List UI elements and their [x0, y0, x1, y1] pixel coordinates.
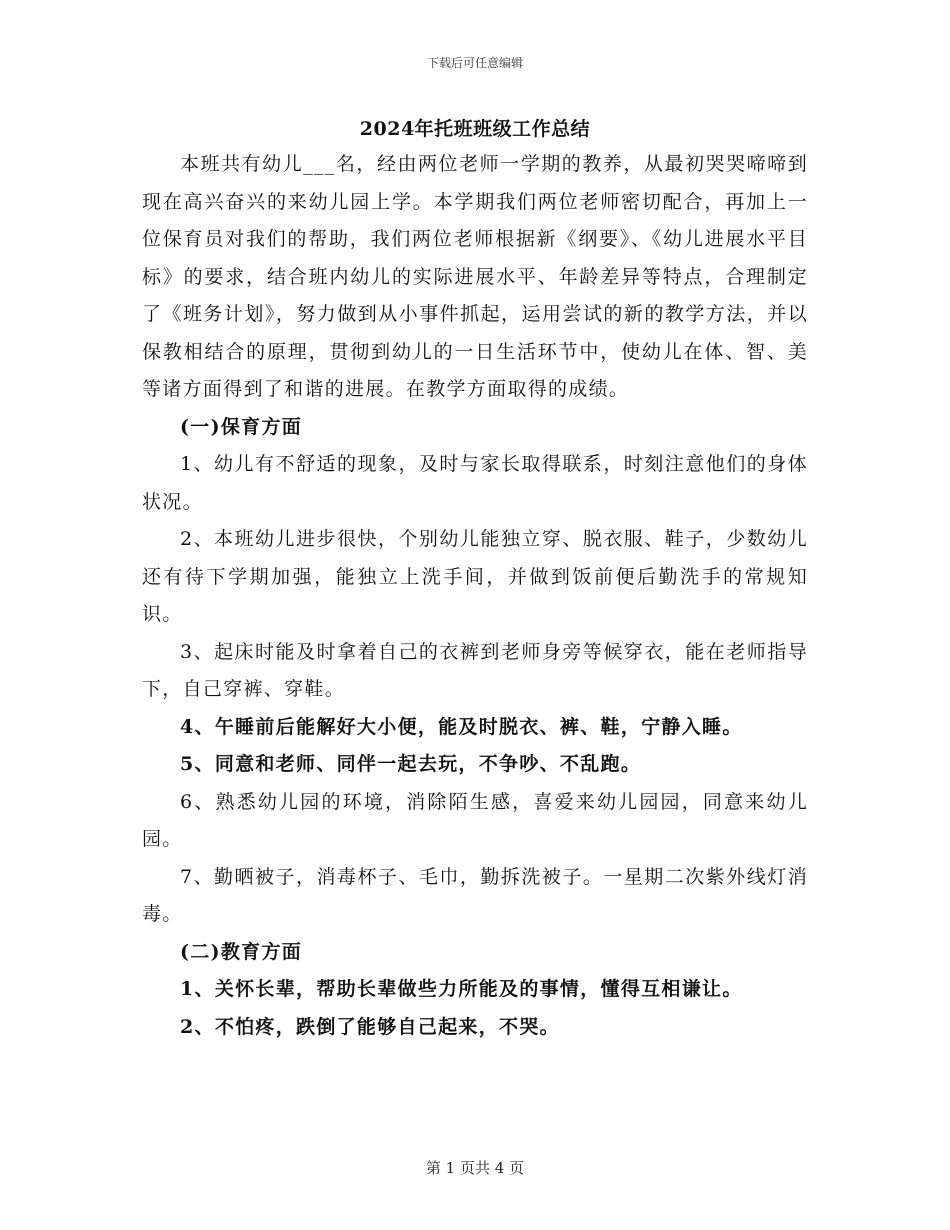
intro-paragraph: 本班共有幼儿___名，经由两位老师一学期的教养，从最初哭哭啼啼到现在高兴奋兴的来幼儿园上学。本学期我们两位老师密切配合，再加上一位保育员对我们的帮助，我们两位老师根据新《纲要》、《幼儿进展水平目标》的要求，结合班内幼儿的实际进展水平、年龄差异等特点，合理制定了《班务计划》，努力做到从小事件抓起，运用尝试的新的教学方法，并以保教相结合的原理，贯彻到幼儿的一日生活环节中，使幼儿在体、智、美等诸方面得到了和谐的进展。在教学方面取得的成绩。	[142, 153, 808, 400]
section-education-title: (二)教育方面	[180, 940, 303, 963]
document-body	[142, 146, 808, 1046]
page-footer: 第 1 页共 4 页	[425, 1159, 525, 1177]
education-item-2: 2、不怕疼，跌倒了能够自己起来，不哭。	[180, 1015, 560, 1038]
care-item-3: 3、起床时能及时拿着自己的衣裤到老师身旁等候穿衣，能在老师指导下，自己穿裤、穿鞋。	[142, 640, 808, 700]
care-item-5: 5、同意和老师、同伴一起去玩，不争吵、不乱跑。	[180, 753, 642, 775]
care-item-7: 7、勤晒被子，消毒杯子、毛巾，勤拆洗被子。一星期二次紫外线灯消毒。	[142, 865, 808, 925]
care-item-2: 2、本班幼儿进步很快，个别幼儿能独立穿、脱衣服、鞋子，少数幼儿还有待下学期加强，能独立上洗手间，并做到饭前便后勤洗手的常规知识。	[142, 528, 808, 625]
care-item-6: 6、熟悉幼儿园的环境，消除陌生感，喜爱来幼儿园园，同意来幼儿园。	[142, 790, 808, 850]
document-title: 2024年托班班级工作总结	[359, 118, 591, 140]
care-item-1: 1、幼儿有不舒适的现象，及时与家长取得联系，时刻注意他们的身体状况。	[142, 453, 808, 513]
section-care-title: (一)保育方面	[180, 415, 303, 438]
page-header: 下载后可任意编辑	[426, 56, 523, 70]
care-item-4: 4、午睡前后能解好大小便，能及时脱衣、裤、鞋，宁静入睡。	[180, 715, 743, 738]
education-item-1: 1、关怀长辈，帮助长辈做些力所能及的事情，懂得互相谦让。	[180, 978, 743, 1000]
